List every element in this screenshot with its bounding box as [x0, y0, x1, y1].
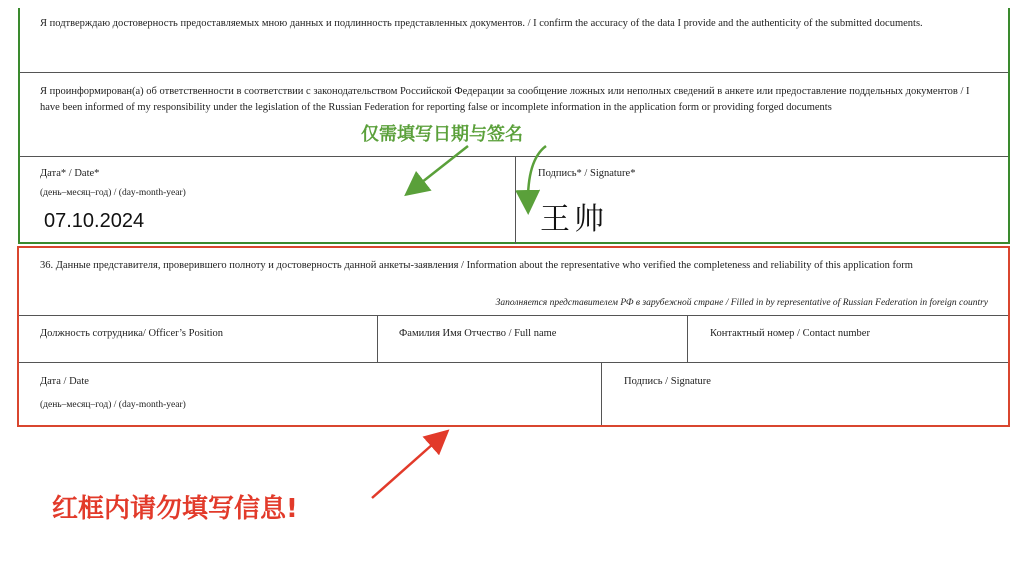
- divider: [20, 156, 1008, 157]
- red-arrow-to-box: [372, 436, 442, 498]
- red-annotation: 红框内请勿填写信息!: [52, 494, 298, 524]
- divider: [19, 362, 1008, 363]
- officer-signature-label: Подпись / Signature: [624, 376, 711, 387]
- divider: [19, 315, 1008, 316]
- applicant-date-label: Дата* / Date*: [40, 168, 100, 179]
- divider: [20, 72, 1008, 73]
- officer-position-label: Должность сотрудника/ Officer’s Position: [40, 328, 224, 339]
- divider: [377, 315, 378, 362]
- officer-fullname-label: Фамилия Имя Отчество / Full name: [399, 328, 557, 339]
- section-36-note: Заполняется представителем РФ в зарубежной стране / Filled in by representative of Russian Federation in foreign country: [495, 298, 988, 308]
- informed-statement: Я проинформирован(а) об ответственности в соответствии с законодательством Российской Федерации за сообщение ложных или неполных сведений в анкете или предоставление поддельных документов / I have been informed of my responsibility under the legislation of the Russian Federation for reporting false or incomplete information in the application form or providing forged documents: [40, 86, 970, 113]
- section-36-title: 36. Данные представителя, проверившего полноту и достоверность данной анкеты-заявления / Information about the representative who verified the completeness and reliability of this application form: [40, 260, 913, 271]
- divider: [601, 362, 602, 425]
- officer-date-label: Дата / Date: [40, 376, 89, 387]
- officer-date-format: (день–месяц–год) / (day-month-year): [40, 400, 186, 410]
- green-annotation: 仅需填写日期与签名: [361, 124, 523, 145]
- applicant-signature-field[interactable]: 王帅: [540, 202, 608, 237]
- officer-contact-label: Контактный номер / Contact number: [710, 328, 870, 339]
- applicant-date-format: (день–месяц–год) / (day-month-year): [40, 188, 186, 198]
- divider: [687, 315, 688, 362]
- applicant-signature-label: Подпись* / Signature*: [538, 168, 636, 179]
- divider: [515, 156, 516, 244]
- confirm-statement: Я подтверждаю достоверность предоставляемых мною данных и подлинность представленных документов. / I confirm the accuracy of the data I provide and the authenticity of the submitted documents.: [40, 18, 923, 29]
- applicant-date-input[interactable]: 07.10.2024: [44, 210, 145, 232]
